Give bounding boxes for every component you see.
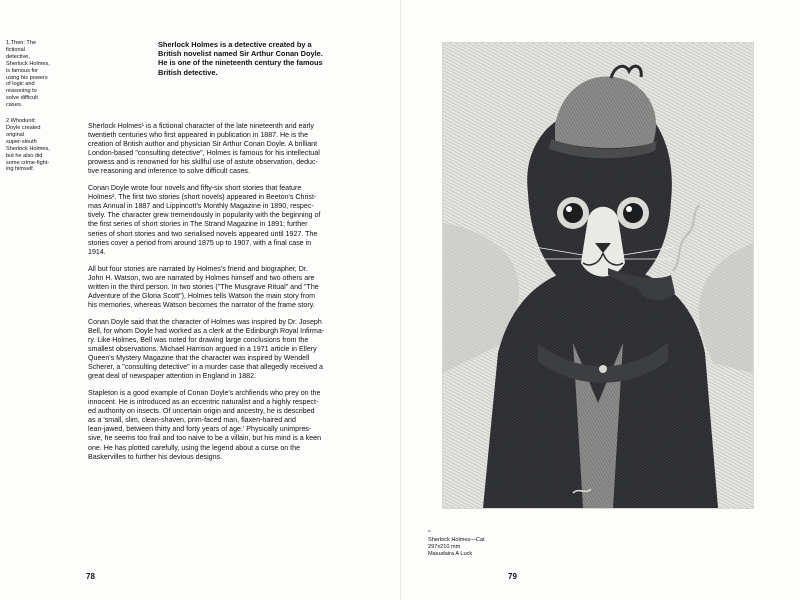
page-number-left: 78: [86, 572, 95, 581]
body-paragraph-5: Stapleton is a good example of Conan Doyle's archfiends who prey on the innocent. He is introduced as an eccentric naturalist and a highly respect- ed authority on insects. Of uncertain origin and ancestry, he is described as a 'small, slim, clean-shaven, prim-faced man, flaxen-haired and lean-jawed, between thirty and forty years of age.' Physically unimpres- sive, he seems too frail and too naive to be a villain, but his mind is a keen one. He has plotted carefully, using the legend about a curse on the Baskervilles to further his devious designs.: [88, 389, 322, 461]
right-page: [400, 0, 800, 600]
image-caption: ^ Sherlock Holmes—Cat 297x210 mm Masudaira A Luck: [428, 530, 485, 557]
body-text: [88, 122, 362, 470]
body-paragraph-3: All but four stories are narrated by Holmes's friend and biographer, Dr. John H. Watson, two are narrated by Holmes himself and two others are written in the third person. In two stories ("The Musgrave Ritual" and "The Adventure of the Gloria Scott"), Holmes tells Watson the main story from his memories, whereas Watson becomes the narrator of the frame story.: [88, 264, 319, 309]
cat-detective-illustration: [442, 42, 754, 509]
intro-paragraph: Sherlock Holmes is a detective created by a British novelist named Sir Arthur Conan Doyle. He is one of the nineteenth century the famous British detective.: [158, 40, 323, 77]
collar-button: [599, 365, 607, 373]
body-paragraph-4: Conan Doyle said that the character of Holmes was inspired by Dr. Joseph Bell, for whom Doyle had worked as a clerk at the Edinburgh Royal Infirma- ry. Like Holmes, Bell was noted for drawing large conclusions from the smallest observations. Michael Harrison argued in a 1971 article in Ellery Queen's Mystery Magazine that the character was inspired by Wendell Scherer, a "consulting detective" in a murder case that allegedly received a great deal of newspaper attention in England in 1882.: [88, 317, 325, 381]
body-paragraph-1: Sherlock Holmes¹ is a fictional character of the late nineteenth and early twentieth centuries who first appeared in publication in 1887. He is the creation of British author and physician Sir Arthur Conan Doyle. A brilliant London-based "consulting detective", Holmes is famous for his intellectual prowess and is renowned for his skillful use of astute observation, deduc- tive reasoning and inference to solve difficult cases.: [88, 122, 320, 176]
page-number-right: 79: [508, 572, 517, 581]
footnote-2: 2.Whodunit: Doyle created original super-sleuth Sherlock Holmes, but he also did some crime-fight- ing himself.: [6, 118, 50, 173]
footnotes-column: [6, 40, 76, 182]
footnote-1: 1.Then: The fictional detective, Sherlock Holmes, is famous for using his powers of logic and reasoning to solve difficult cases.: [6, 40, 50, 109]
body-paragraph-2: Conan Doyle wrote four novels and fifty-six short stories that feature Holmes². The first two stories (short novels) appeared in Beeton's Christ- mas Annual in 1887 and Lippincott's Monthly Magazine in 1890, respec- tively. The character grew tremendously in popularity with the beginning of the first series of short stories in The Strand Magazine in 1891; further series of short stories and two serialised novels appeared until 1927. The stories cover a period from around 1875 up to 1907, with a final case in 1914.: [88, 184, 321, 256]
